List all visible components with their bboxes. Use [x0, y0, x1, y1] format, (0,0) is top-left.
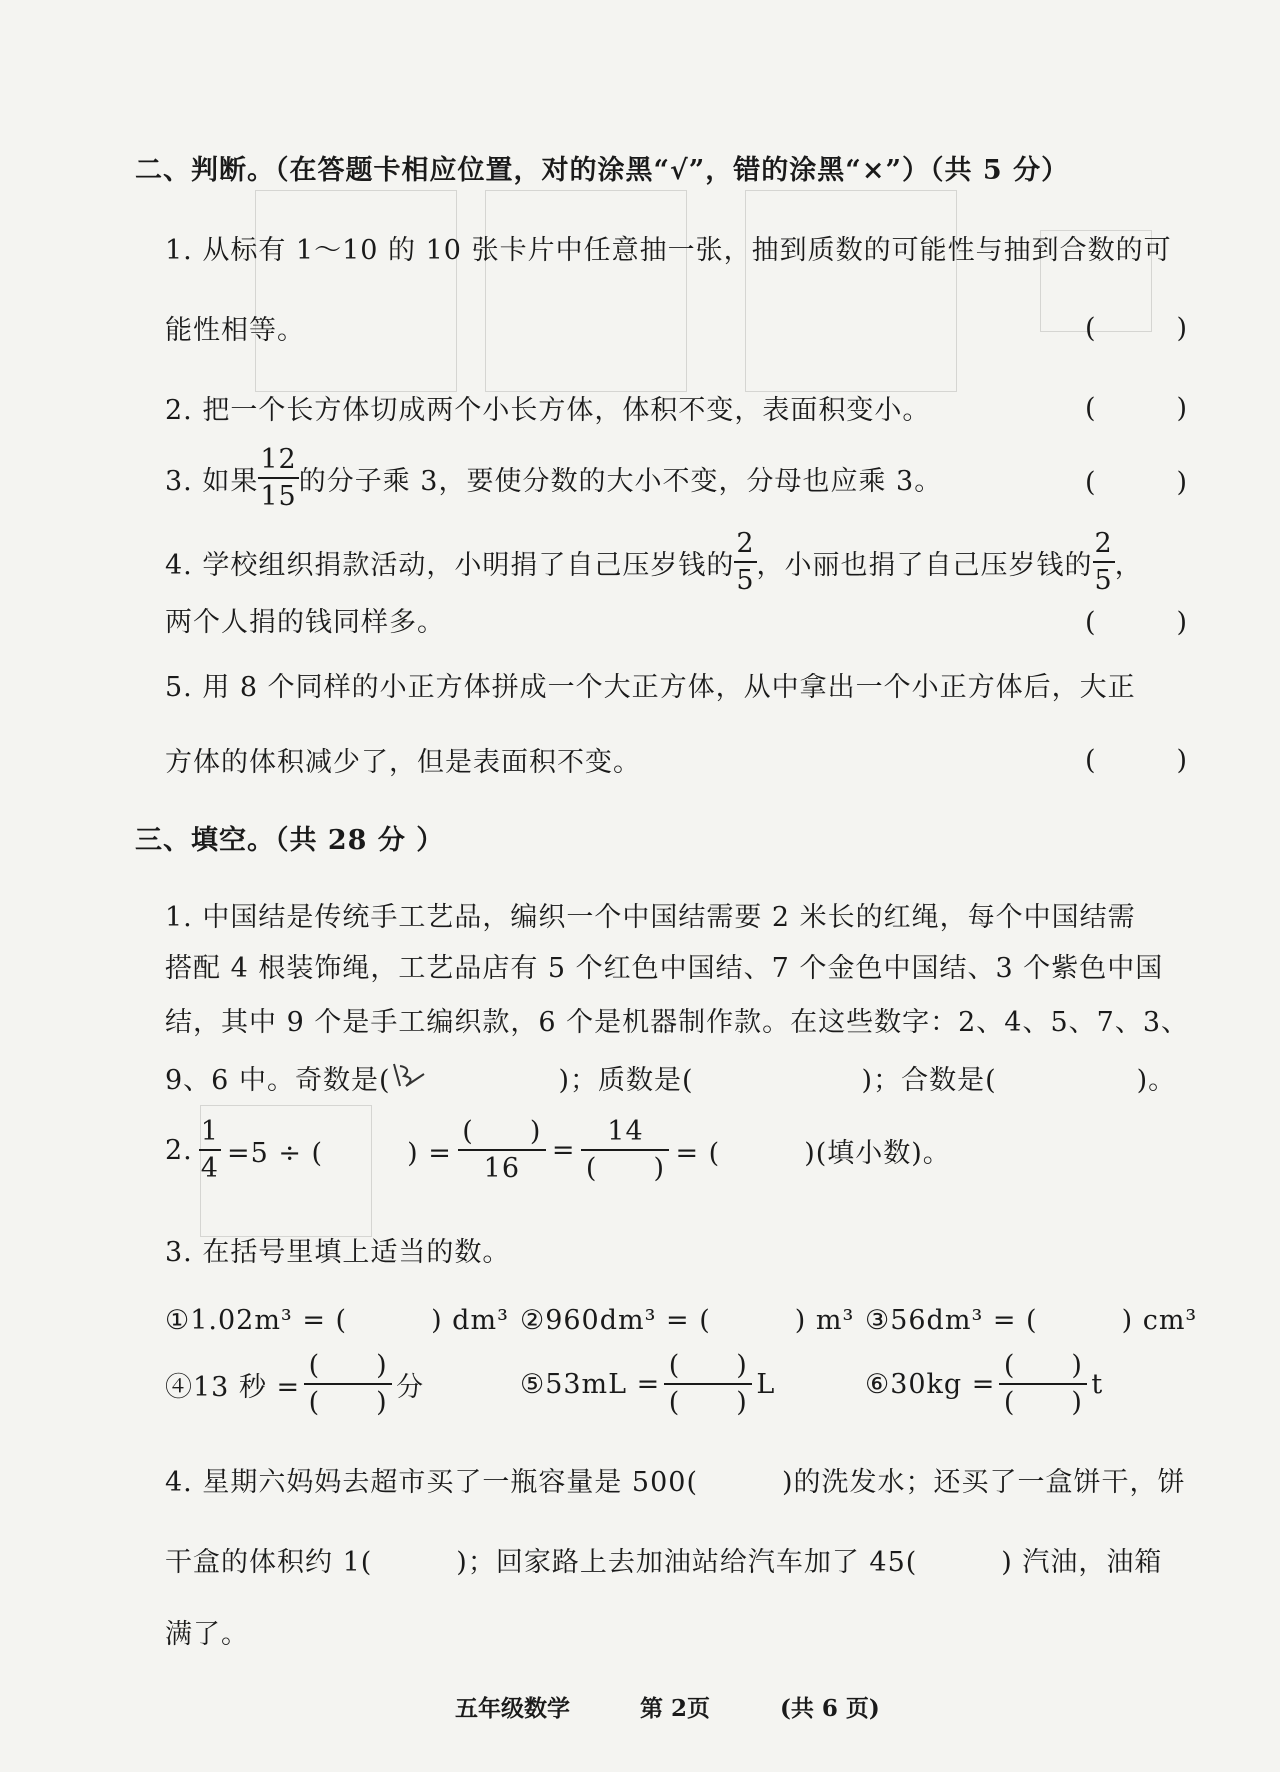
fraction-numerator: 2 — [1093, 530, 1115, 563]
fraction-denominator: 16 — [483, 1153, 520, 1184]
conversion-6-unit: t — [1091, 1368, 1104, 1400]
footer-page-number: 第 2页 — [640, 1695, 711, 1722]
section-3-title: 三、填空。（共 28 分 ） — [135, 825, 445, 856]
question-3-3: 3. 在括号里填上适当的数。 — [165, 1237, 511, 1268]
answer-paren-2-1[interactable]: ( ) — [1085, 313, 1188, 344]
fraction-numerator: 1 — [199, 1118, 221, 1151]
conversion-6-fraction — [999, 1352, 1087, 1416]
question-2-4-line-2: 两个人捐的钱同样多。 — [165, 607, 445, 638]
conversion-5-unit: L — [756, 1368, 776, 1400]
bleed-grid-3 — [745, 190, 957, 392]
question-2-3-suffix: 的分子乘 3，要使分数的大小不变，分母也应乘 3。 — [298, 465, 943, 497]
fraction-numerator: 2 — [734, 530, 756, 563]
question-3-4-line-2[interactable]: 干盒的体积约 1( )；回家路上去加油站给汽车加了 45( ) 汽油，油箱 — [165, 1547, 1163, 1578]
fraction-denominator-blank[interactable]: ( ) — [668, 1387, 748, 1418]
fraction-numerator-blank[interactable]: ( ) — [304, 1352, 392, 1385]
question-2-2: 2. 把一个长方体切成两个小长方体，体积不变，表面积变小。 — [165, 395, 931, 426]
question-2-5-line-2: 方体的体积减少了，但是表面积不变。 — [165, 747, 641, 778]
fraction-denominator-blank[interactable]: ( ) — [308, 1387, 388, 1418]
question-3-2-middle: =5 ÷ ( ) = — [226, 1137, 452, 1169]
question-3-1-line-1: 1. 中国结是传统手工艺品，编织一个中国结需要 2 米长的红绳，每个中国结需 — [165, 902, 1136, 933]
conversion-3[interactable]: ③56dm³ = ( ) cm³ — [865, 1305, 1198, 1336]
question-2-1-line-2: 能性相等。 — [165, 315, 305, 346]
footer-subject: 五年级数学 — [455, 1695, 570, 1722]
conversion-4[interactable] — [165, 1352, 424, 1416]
question-3-2[interactable] — [165, 1118, 951, 1182]
fraction-numerator-blank[interactable]: ( ) — [664, 1352, 752, 1385]
question-3-2-suffix: = ( )(填小数)。 — [675, 1137, 951, 1169]
fraction-denominator: 5 — [1094, 565, 1113, 596]
fraction-14-blank — [581, 1118, 669, 1182]
conversion-4-fraction — [304, 1352, 392, 1416]
question-3-1-line-2: 搭配 4 根装饰绳，工艺品店有 5 个红色中国结、7 个金色中国结、3 个紫色中国 — [165, 953, 1164, 984]
section-2-title: 二、判断。（在答题卡相应位置，对的涂黑“√”，错的涂黑“×”）（共 5 分） — [135, 155, 1070, 186]
fraction-numerator-blank[interactable]: ( ) — [458, 1118, 546, 1151]
equals-sign: = — [551, 1134, 576, 1166]
conversion-6[interactable] — [865, 1352, 1103, 1416]
conversion-6-label: ⑥30kg = — [865, 1368, 996, 1400]
question-2-1-line-1: 1. 从标有 1～10 的 10 张卡片中任意抽一张，抽到质数的可能性与抽到合数的可 — [165, 235, 1172, 266]
answer-paren-2-3[interactable]: ( ) — [1085, 467, 1188, 498]
fraction-denominator-blank[interactable]: ( ) — [1003, 1387, 1083, 1418]
conversion-5-label: ⑤53mL = — [520, 1368, 661, 1400]
bleed-grid-1 — [255, 190, 457, 392]
question-2-4-tail: ， — [1114, 549, 1143, 581]
question-2-4-middle: ，小丽也捐了自己压岁钱的 — [756, 549, 1093, 581]
question-3-2-prefix: 2. — [165, 1134, 193, 1166]
conversion-4-unit: 分 — [396, 1371, 425, 1403]
question-3-4-line-1[interactable]: 4. 星期六妈妈去超市买了一瓶容量是 500( )的洗发水；还买了一盒饼干，饼 — [165, 1467, 1186, 1498]
fraction-12-15 — [258, 446, 298, 510]
pencil-mark-icon — [390, 1060, 430, 1090]
question-3-1-line-3: 结，其中 9 个是手工编织款，6 个是机器制作款。在这些数字：2、4、5、7、3、 — [165, 1007, 1189, 1038]
fraction-1-4 — [199, 1118, 221, 1182]
fraction-denominator: 15 — [260, 481, 297, 512]
answer-paren-2-4[interactable]: ( ) — [1085, 607, 1188, 638]
question-2-3-prefix: 3. 如果 — [165, 465, 259, 497]
fraction-numerator-blank[interactable]: ( ) — [999, 1352, 1087, 1385]
conversion-5-fraction — [664, 1352, 752, 1416]
fraction-denominator: 4 — [200, 1153, 219, 1184]
answer-paren-2-5[interactable]: ( ) — [1085, 745, 1188, 776]
question-2-4-prefix: 4. 学校组织捐款活动，小明捐了自己压岁钱的 — [165, 549, 735, 581]
question-2-4-line-1 — [165, 530, 1143, 594]
fraction-2-5-b — [1093, 530, 1115, 594]
question-3-1-line-4[interactable]: 9、6 中。奇数是( )；质数是( )；合数是( )。 — [165, 1065, 1177, 1096]
bleed-grid-2 — [485, 190, 687, 392]
conversion-1[interactable]: ①1.02m³ = ( ) dm³ — [165, 1305, 509, 1336]
conversion-2[interactable]: ②960dm³ = ( ) m³ — [520, 1305, 855, 1336]
question-2-5-line-1: 5. 用 8 个同样的小正方体拼成一个大正方体，从中拿出一个小正方体后，大正 — [165, 672, 1136, 703]
conversion-4-label: ④13 秒 = — [165, 1371, 301, 1403]
footer-total-pages: (共 6 页) — [780, 1695, 880, 1722]
fraction-2-5-a — [734, 530, 756, 594]
answer-paren-2-2[interactable]: ( ) — [1085, 393, 1188, 424]
conversion-5[interactable] — [520, 1352, 775, 1416]
fraction-denominator-blank[interactable]: ( ) — [585, 1153, 665, 1184]
fraction-denominator: 5 — [736, 565, 755, 596]
question-2-3 — [165, 446, 942, 510]
fraction-numerator: 12 — [258, 446, 298, 479]
question-3-4-line-3: 满了。 — [165, 1619, 249, 1650]
fraction-blank-16 — [458, 1118, 546, 1182]
fraction-numerator: 14 — [581, 1118, 669, 1151]
